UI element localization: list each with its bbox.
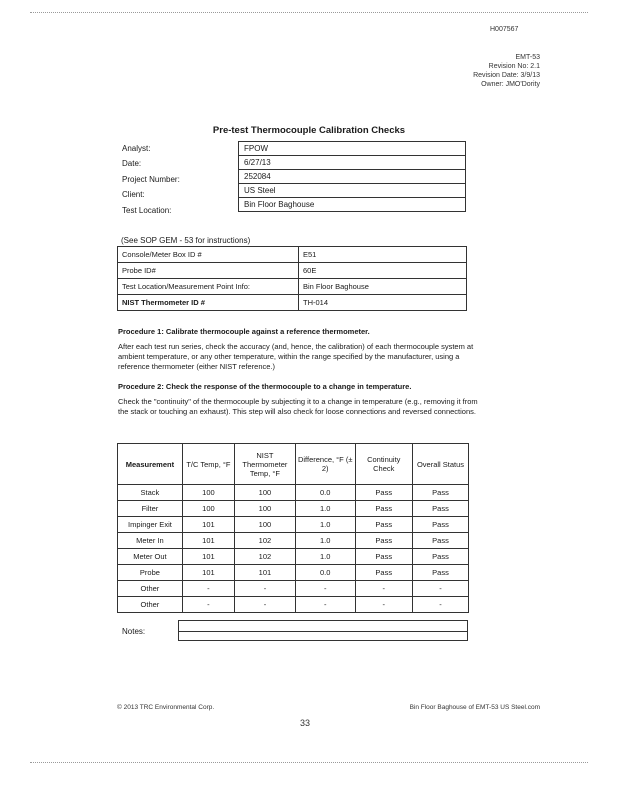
test-location-field[interactable]: Bin Floor Baghouse — [238, 197, 466, 212]
column-header: Continuity Check — [355, 444, 412, 485]
project-number-label: Project Number: — [122, 175, 180, 184]
table-row — [118, 263, 467, 279]
measurement-cell: Filter — [118, 501, 183, 517]
footer-reference: Bin Floor Baghouse of EMT-53 US Steel.com — [409, 704, 540, 711]
column-header: Measurement — [118, 444, 183, 485]
nist-temp-cell[interactable]: 100 — [234, 501, 295, 517]
equipment-value[interactable]: Bin Floor Baghouse — [299, 279, 467, 295]
header-line: EMT-53 — [515, 54, 540, 61]
difference-cell[interactable]: 1.0 — [295, 549, 355, 565]
continuity-cell[interactable]: Pass — [355, 501, 412, 517]
tc-temp-cell[interactable]: 101 — [182, 517, 234, 533]
client-field[interactable]: US Steel — [238, 183, 466, 197]
analyst-field[interactable]: FPOW — [238, 141, 466, 155]
sop-note: (See SOP GEM - 53 for instructions) — [121, 236, 251, 245]
client-label: Client: — [122, 190, 145, 199]
nist-temp-cell[interactable]: 102 — [234, 533, 295, 549]
measurement-cell: Other — [118, 581, 183, 597]
procedure-1-title — [118, 327, 478, 337]
scan-artifact-bottom — [30, 762, 588, 763]
nist-temp-cell[interactable]: - — [234, 597, 295, 613]
continuity-cell[interactable]: Pass — [355, 517, 412, 533]
continuity-cell[interactable]: Pass — [355, 549, 412, 565]
difference-cell[interactable]: 0.0 — [295, 485, 355, 501]
difference-cell[interactable]: - — [295, 597, 355, 613]
equipment-value[interactable]: TH-014 — [299, 295, 467, 311]
table-header-row — [118, 444, 469, 485]
test-location-label: Test Location: — [122, 206, 172, 215]
tc-temp-cell[interactable]: 100 — [182, 485, 234, 501]
notes-divider — [179, 631, 467, 632]
difference-cell[interactable]: 1.0 — [295, 533, 355, 549]
column-header: NIST Thermometer Temp, °F — [234, 444, 295, 485]
continuity-cell[interactable]: Pass — [355, 485, 412, 501]
difference-cell[interactable]: - — [295, 581, 355, 597]
date-label: Date: — [122, 159, 142, 168]
procedure-2-heading: Procedure 2: Check the response of the thermocouple to a change in temperature. — [118, 382, 412, 391]
equipment-label: Console/Meter Box ID # — [118, 247, 299, 263]
nist-temp-cell[interactable]: 100 — [234, 517, 295, 533]
status-cell[interactable]: - — [412, 581, 468, 597]
measurement-cell: Impinger Exit — [118, 517, 183, 533]
equipment-label: Probe ID# — [118, 263, 299, 279]
nist-temp-cell[interactable]: 102 — [234, 549, 295, 565]
continuity-cell[interactable]: Pass — [355, 533, 412, 549]
tc-temp-cell[interactable]: - — [182, 597, 234, 613]
measurement-cell: Meter In — [118, 533, 183, 549]
page-number: 33 — [300, 718, 311, 728]
header-line: Revision No: 2.1 — [488, 63, 540, 70]
table-row — [118, 279, 467, 295]
scan-artifact-top — [30, 12, 588, 13]
tc-temp-cell[interactable]: 101 — [182, 565, 234, 581]
measurement-cell: Other — [118, 597, 183, 613]
measurement-cell: Stack — [118, 485, 183, 501]
header-line: Revision Date: 3/9/13 — [473, 72, 540, 79]
nist-temp-cell[interactable]: - — [234, 581, 295, 597]
table-row — [118, 295, 467, 311]
notes-label: Notes: — [122, 627, 146, 636]
procedure-2-title — [118, 382, 478, 392]
measurement-cell: Probe — [118, 565, 183, 581]
notes-field[interactable] — [178, 620, 468, 641]
nist-temp-cell[interactable]: 101 — [234, 565, 295, 581]
difference-cell[interactable]: 1.0 — [295, 517, 355, 533]
continuity-cell[interactable]: Pass — [355, 565, 412, 581]
tc-temp-cell[interactable]: - — [182, 581, 234, 597]
status-cell[interactable]: Pass — [412, 565, 468, 581]
calibration-table — [117, 443, 469, 613]
equipment-label: NIST Thermometer ID # — [118, 295, 299, 311]
table-row — [118, 501, 469, 517]
table-row — [118, 549, 469, 565]
table-row — [118, 597, 469, 613]
status-cell[interactable]: Pass — [412, 501, 468, 517]
equipment-table — [117, 246, 467, 311]
column-header: T/C Temp, °F — [182, 444, 234, 485]
doc-number: H007567 — [490, 26, 519, 33]
status-cell[interactable]: Pass — [412, 517, 468, 533]
difference-cell[interactable]: 0.0 — [295, 565, 355, 581]
date-field[interactable]: 6/27/13 — [238, 155, 466, 169]
status-cell[interactable]: - — [412, 597, 468, 613]
table-row — [118, 247, 467, 263]
nist-temp-cell[interactable]: 100 — [234, 485, 295, 501]
status-cell[interactable]: Pass — [412, 549, 468, 565]
analyst-label: Analyst: — [122, 144, 151, 153]
difference-cell[interactable]: 1.0 — [295, 501, 355, 517]
table-row — [118, 533, 469, 549]
project-number-field[interactable]: 252084 — [238, 169, 466, 183]
status-cell[interactable]: Pass — [412, 533, 468, 549]
continuity-cell[interactable]: - — [355, 597, 412, 613]
status-cell[interactable]: Pass — [412, 485, 468, 501]
equipment-value[interactable]: E51 — [299, 247, 467, 263]
continuity-cell[interactable]: - — [355, 581, 412, 597]
table-row — [118, 565, 469, 581]
column-header: Overall Status — [412, 444, 468, 485]
table-row — [118, 517, 469, 533]
page-title: Pre-test Thermocouple Calibration Checks — [212, 125, 406, 136]
revision-header — [473, 53, 540, 89]
tc-temp-cell[interactable]: 101 — [182, 549, 234, 565]
procedure-1-heading: Procedure 1: Calibrate thermocouple against a reference thermometer. — [118, 327, 370, 336]
tc-temp-cell[interactable]: 100 — [182, 501, 234, 517]
column-header: Difference, °F (± 2) — [295, 444, 355, 485]
equipment-label: Test Location/Measurement Point Info: — [118, 279, 299, 295]
header-line: Owner: JMO'Dority — [481, 81, 540, 88]
table-row — [118, 581, 469, 597]
procedure-2-text: Check the "continuity" of the thermocouple by subjecting it to a change in temperature (e.g., removing it from the stack or touching an exhaust). This step will also check for loose connections and reversed connections. — [118, 397, 478, 416]
footer-copyright: © 2013 TRC Environmental Corp. — [117, 704, 215, 711]
procedure-1-text: After each test run series, check the accuracy (and, hence, the calibration) of each thermocouple system at ambient temperature, or any other temperature, within the range specified by the manufacturer, using a reference thermometer (either NIST reference.) — [118, 342, 474, 371]
table-row — [118, 485, 469, 501]
measurement-cell: Meter Out — [118, 549, 183, 565]
equipment-value[interactable]: 60E — [299, 263, 467, 279]
tc-temp-cell[interactable]: 101 — [182, 533, 234, 549]
